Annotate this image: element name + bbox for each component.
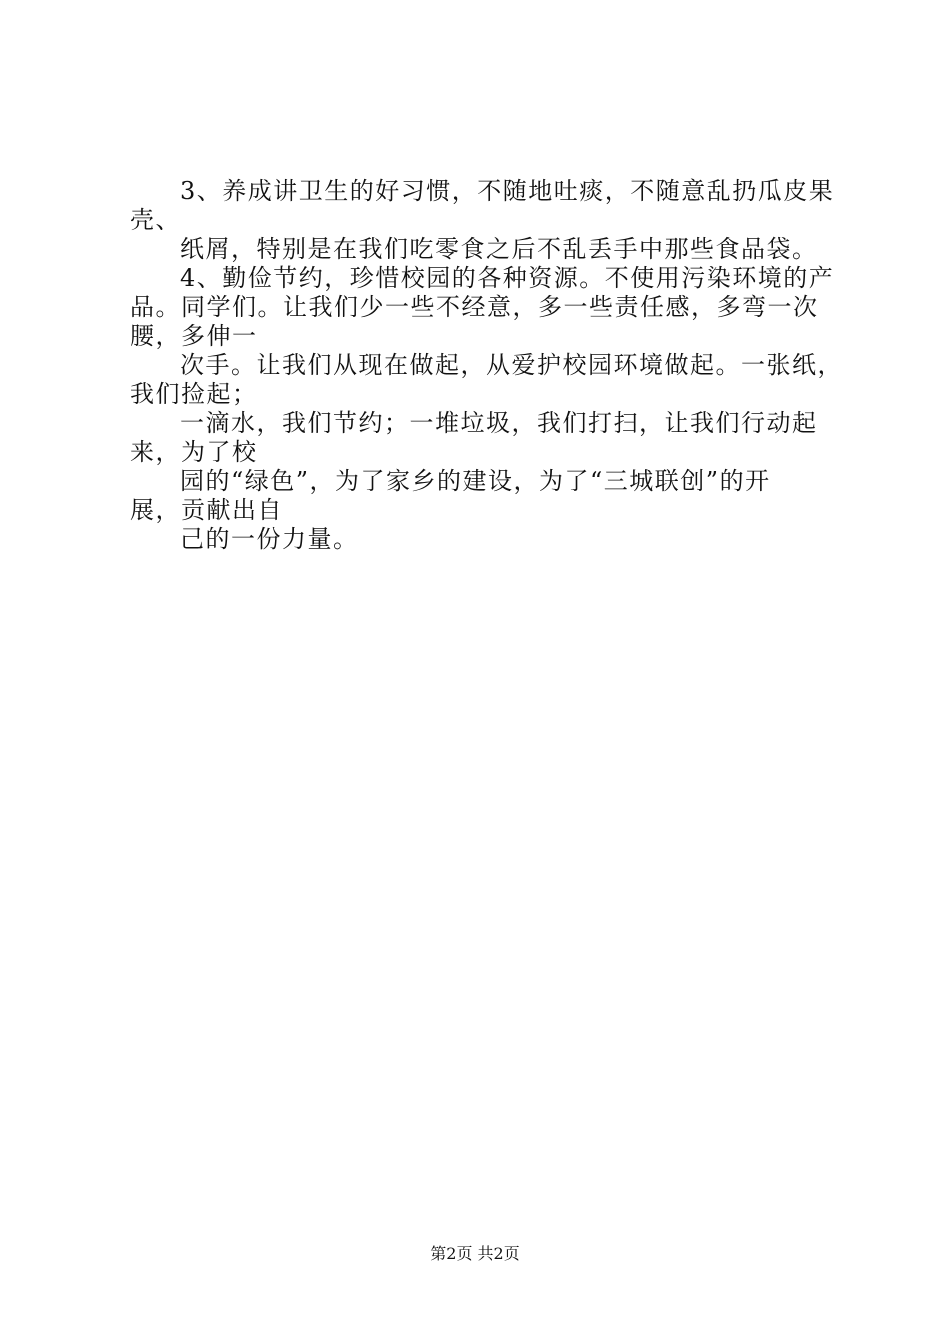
text-line: 腰，多伸一 <box>130 322 258 350</box>
text-line: 一滴水，我们节约；一堆垃圾，我们打扫，让我们行动起 <box>180 409 818 437</box>
text-line: 展，贡献出自 <box>130 496 283 524</box>
text-line: 来，为了校 <box>130 438 258 466</box>
text-line: 4、勤俭节约，珍惜校园的各种资源。不使用污染环境的产 <box>180 264 835 292</box>
text-line: 己的一份力量。 <box>180 525 359 553</box>
text-line: 我们捡起； <box>130 380 258 408</box>
page-footer: 第2页 共2页 <box>430 1244 520 1263</box>
text-line: 纸屑，特别是在我们吃零食之后不乱丢手中那些食品袋。 <box>180 235 818 263</box>
text-line: 次手。让我们从现在做起，从爱护校园环境做起。一张纸， <box>180 351 843 379</box>
text-line: 园的“绿色”，为了家乡的建设，为了“三城联创”的开 <box>180 467 771 495</box>
document-body <box>130 177 850 554</box>
text-line: 品。同学们。让我们少一些不经意，多一些责任感，多弯一次 <box>130 293 819 321</box>
text-line: 壳、 <box>130 206 181 234</box>
text-line: 3、养成讲卫生的好习惯，不随地吐痰，不随意乱扔瓜皮果 <box>180 177 835 205</box>
